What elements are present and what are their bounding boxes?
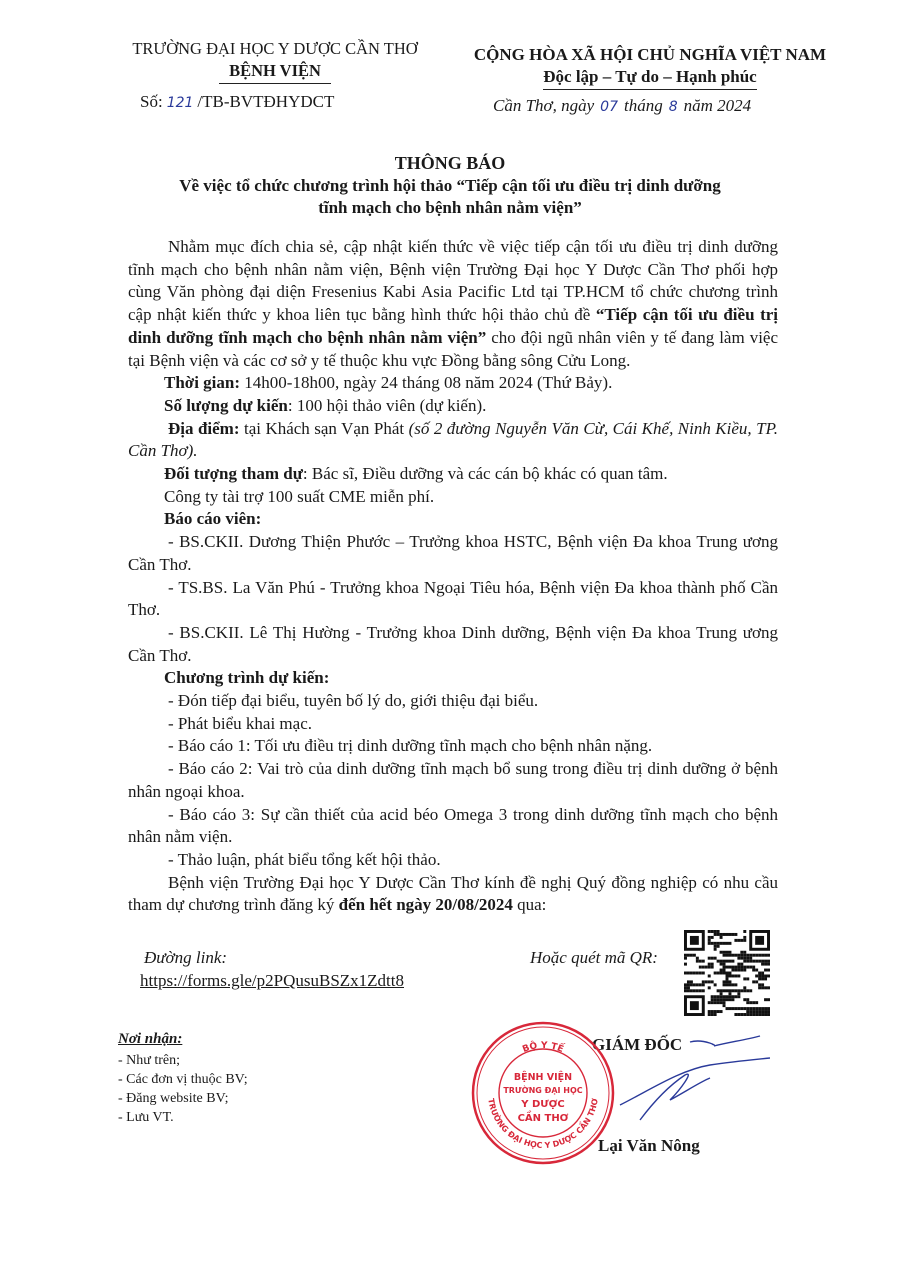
signer-name: Lại Văn Nông xyxy=(598,1136,700,1155)
quantity-value: : 100 hội thảo viên (dự kiến). xyxy=(287,395,487,415)
time-value: 14h00-18h00, ngày 24 tháng 08 năm 2024 (Thứ Bảy). xyxy=(244,373,613,393)
recipients-block xyxy=(118,1030,248,1127)
issuer-org: TRƯỜNG ĐẠI HỌC Y DƯỢC CẦN THƠ xyxy=(132,39,418,58)
document-number xyxy=(140,92,334,112)
national-motto: Độc lập – Tự do – Hạnh phúc xyxy=(543,66,756,90)
speaker-item: - TS.BS. La Văn Phú - Trưởng khoa Ngoại Tiêu hóa, Bệnh viện Đa khoa thành phố Cần Thơ. xyxy=(128,577,778,620)
program-item: - Báo cáo 3: Sự cần thiết của acid béo Omega 3 trong dinh dưỡng tĩnh mạch cho bệnh nhân nằm viện. xyxy=(128,804,778,847)
sponsor-line: Công ty tài trợ 100 suất CME miễn phí. xyxy=(164,486,435,506)
document-title xyxy=(120,151,780,219)
audience-line xyxy=(128,463,778,486)
time-line xyxy=(128,372,778,395)
title-subtitle-2: tĩnh mạch cho bệnh nhân nằm viện” xyxy=(318,198,582,217)
intro-paragraph xyxy=(128,236,778,372)
number-suffix: /TB-BVTĐHYDCT xyxy=(197,92,335,111)
quantity-label: Số lượng dự kiến xyxy=(164,395,288,415)
program-item: - Báo cáo 2: Vai trò của dinh dưỡng tĩnh mạch bổ sung trong điều trị dinh dưỡng ở bệnh nhân ngoại khoa. xyxy=(128,759,778,801)
speakers-label: Báo cáo viên: xyxy=(164,509,262,529)
national-header xyxy=(440,44,860,90)
date-month: 8 xyxy=(668,99,678,115)
seal-ring-bottom: TRƯỜNG ĐẠI HỌC Y DƯỢC CẦN THƠ xyxy=(486,1097,600,1151)
title-subtitle-1: Về việc tổ chức chương trình hội thảo “Tiếp cận tối ưu điều trị dinh dưỡng xyxy=(179,176,721,195)
nation-name: CỘNG HÒA XÃ HỘI CHỦ NGHĨA VIỆT NAM xyxy=(473,45,827,64)
date-day: 07 xyxy=(600,99,618,115)
closing-deadline: đến hết ngày 20/08/2024 xyxy=(338,895,513,915)
date-month-label: tháng xyxy=(624,96,663,115)
program-item: - Đón tiếp đại biểu, tuyên bố lý do, giới thiệu đại biểu. xyxy=(168,691,539,711)
program-label: Chương trình dự kiến: xyxy=(164,668,330,688)
recipient-item: - Đăng website BV; xyxy=(118,1091,229,1106)
closing-text: Bệnh viện Trường Đại học Y Dược Cần Thơ kính đề nghị Quý đồng nghiệp có nhu cầu tham dự chương trình đăng ký xyxy=(128,872,778,915)
seal-line2: TRƯỜNG ĐẠI HỌC xyxy=(503,1086,583,1095)
recipient-item: - Các đơn vị thuộc BV; xyxy=(118,1072,248,1087)
signer-position: GIÁM ĐỐC xyxy=(592,1035,683,1054)
qr-code-icon[interactable] xyxy=(684,930,770,1016)
recipient-item: - Như trên; xyxy=(118,1053,181,1068)
recipient-item: - Lưu VT. xyxy=(118,1110,174,1125)
link-label: Đường link: xyxy=(144,948,228,967)
issuer-block xyxy=(95,38,455,84)
intro-text: Nhằm mục đích chia sẻ, cập nhật kiến thức về việc tiếp cận tối ưu điều trị dinh dưỡng tĩnh mạch cho bệnh nhân nằm viện, Bệnh viện Trường Đại học Y Dược Cần Thơ phối hợp cùng Văn phòng đại diện Fresenius Kabi Asia Pacific Ltd tại TP.HCM tổ chức chương trình cập nhật kiến thức y khoa liên tục bằng hình thức hội thảo chủ đề xyxy=(128,237,778,325)
document-date xyxy=(493,96,751,116)
seal-line1: BỆNH VIỆN xyxy=(513,1072,573,1083)
speaker-item: - BS.CKII. Dương Thiện Phước – Trưởng khoa HSTC, Bệnh viện Đa khoa Trung ương Cần Thơ. xyxy=(128,532,778,574)
svg-text:BỘ Y TẾ xyxy=(521,1040,566,1055)
qr-label: Hoặc quét mã QR: xyxy=(530,948,658,967)
audience-value: : Bác sĩ, Điều dưỡng và các cán bộ khác có quan tâm. xyxy=(302,464,668,484)
program-item: - Phát biểu khai mạc. xyxy=(168,713,312,733)
seal-line3: Y DƯỢC xyxy=(521,1099,565,1110)
time-label: Thời gian: xyxy=(164,373,241,393)
program-item: - Thảo luận, phát biểu tổng kết hội thảo. xyxy=(168,849,441,869)
closing-end: qua: xyxy=(517,895,547,915)
date-prefix: Cần Thơ, ngày xyxy=(493,96,595,115)
date-year: năm 2024 xyxy=(683,96,752,115)
program-item: - Báo cáo 1: Tối ưu điều trị dinh dưỡng tĩnh mạch cho bệnh nhân nặng. xyxy=(168,736,653,756)
official-seal-icon xyxy=(470,1020,616,1166)
place-line xyxy=(128,418,778,463)
seal-ring-text: BỘ Y TẾ xyxy=(521,1040,565,1056)
title-heading: THÔNG BÁO xyxy=(394,153,506,173)
place-value: tại Khách sạn Vạn Phát xyxy=(243,418,405,438)
issuer-unit: BỆNH VIỆN xyxy=(219,60,331,84)
seal-line4: CẦN THƠ xyxy=(517,1113,569,1124)
number-handwritten: 121 xyxy=(166,95,194,111)
recipients-heading: Nơi nhận: xyxy=(118,1031,183,1047)
closing-paragraph xyxy=(128,872,778,917)
document-body xyxy=(128,236,778,917)
number-prefix: Số: xyxy=(140,92,163,111)
quantity-line xyxy=(128,395,778,418)
intro-end: cho đội ngũ nhân viên y tế đang làm việc tại Bệnh viện và các cơ sở y tế thuộc khu vực Đồng bằng sông Cửu Long. xyxy=(128,327,779,370)
speaker-item: - BS.CKII. Lê Thị Hường - Trưởng khoa Dinh dưỡng, Bệnh viện Đa khoa Trung ương Cần Thơ. xyxy=(128,622,778,665)
registration-link[interactable]: https://forms.gle/p2PQusuBSZx1Zdtt8 xyxy=(140,971,404,990)
intro-topic: “Tiếp cận tối ưu điều trị dinh dưỡng tĩnh mạch cho bệnh nhân nằm viện” xyxy=(128,305,779,347)
place-detail: (số 2 đường Nguyễn Văn Cừ, Cái Khế, Ninh Kiều, TP. Cần Thơ). xyxy=(128,418,779,461)
place-label: Địa điểm: xyxy=(168,418,240,438)
audience-label: Đối tượng tham dự xyxy=(164,464,303,484)
